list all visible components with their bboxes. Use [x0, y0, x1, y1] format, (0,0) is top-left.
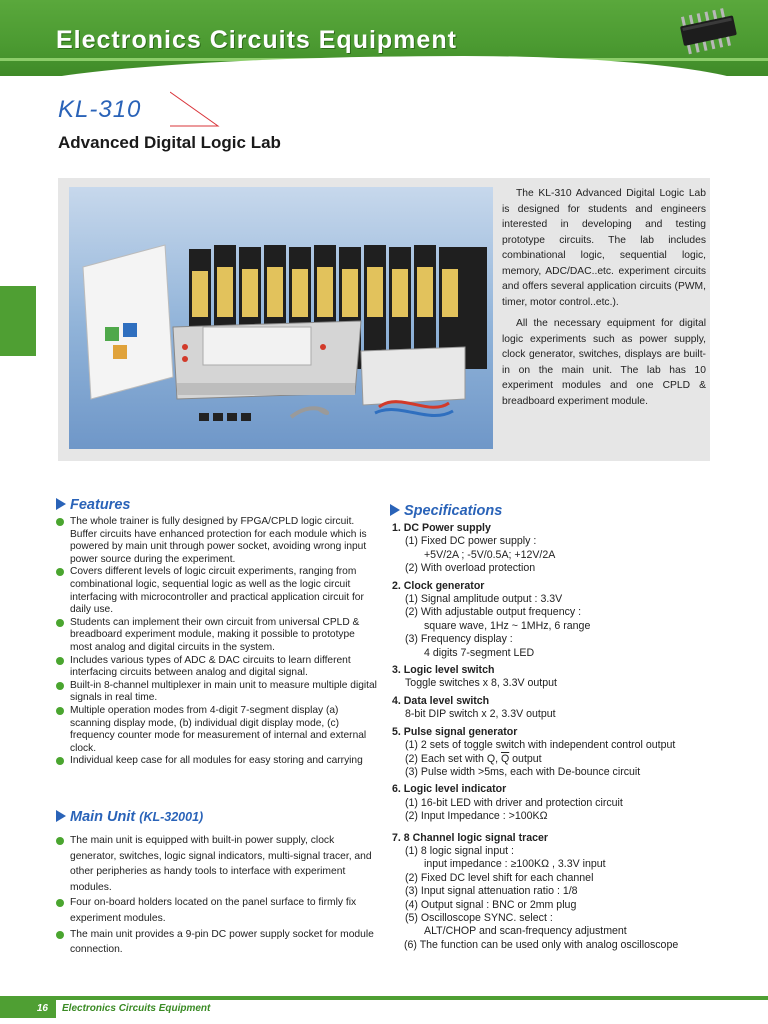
- features-list: [56, 516, 378, 768]
- side-tab: [0, 286, 36, 356]
- bullet-dot-icon: [56, 518, 64, 526]
- spec-line: (2) With adjustable output frequency :: [405, 606, 582, 619]
- list-item: Covers different levels of logic circuit experiments, ranging from combinational logic, sequential logic as well as the logic circuit interfacing with microcontroller and practical application circuit for daily use.: [56, 566, 378, 616]
- spec-title: 1. DC Power supply: [392, 522, 491, 534]
- spec-line: +5V/2A ; -5V/0.5A; +12V/2A: [424, 548, 556, 561]
- specifications-list: [392, 522, 712, 952]
- spec-title: 2. Clock generator: [392, 579, 485, 592]
- intro-text: [502, 186, 706, 415]
- model-accent-line: [170, 90, 230, 130]
- page-number: 16: [0, 1000, 56, 1018]
- bullet-dot-icon: [56, 757, 64, 765]
- spec-line: (6) The function can be used only with analog oscilloscope: [404, 938, 679, 951]
- product-subtitle: Advanced Digital Logic Lab: [58, 133, 281, 152]
- triangle-bullet-icon: [56, 810, 66, 822]
- q-bar: $\overline{Q}$: [500, 752, 510, 765]
- list-item: The main unit is equipped with built-in power supply, clock generator, switches, logic signal indicators, multi-signal tracer, and other peripheries as handy tools to interface with experiment modules.: [56, 833, 374, 895]
- spec-title: 3. Logic level switch: [392, 664, 495, 677]
- bullet-dot-icon: [56, 682, 64, 690]
- features-heading: Features: [56, 497, 130, 513]
- list-item: Individual keep case for all modules for easy storing and carrying: [56, 755, 378, 768]
- spec-title: 7. 8 Channel logic signal tracer: [392, 831, 549, 844]
- bullet-dot-icon: [56, 899, 64, 907]
- spec-line: ALT/CHOP and scan-frequency adjustment: [424, 925, 627, 938]
- spec-line: (1) Fixed DC power supply :: [405, 535, 537, 548]
- product-illustration: [69, 187, 493, 449]
- bullet-dot-icon: [56, 619, 64, 627]
- footer-text: Electronics Circuits Equipment: [62, 1003, 211, 1014]
- spec-line: 4 digits 7-segment LED: [424, 646, 535, 659]
- bullet-dot-icon: [56, 931, 64, 939]
- bullet-dot-icon: [56, 657, 64, 665]
- spec-line: Toggle switches x 8, 3.3V output: [405, 677, 557, 690]
- triangle-bullet-icon: [56, 498, 66, 510]
- triangle-bullet-icon: [390, 504, 400, 516]
- spec-line: (3) Input signal attenuation ratio : 1/8: [405, 885, 578, 898]
- bullet-dot-icon: [56, 568, 64, 576]
- spec-line: (5) Oscilloscope SYNC. select :: [405, 911, 553, 924]
- spec-title: 5. Pulse signal generator: [392, 725, 518, 738]
- spec-line: (2) Input Impedance : >100KΩ: [405, 810, 548, 823]
- spec-line: (2) With overload protection: [405, 562, 536, 575]
- list-item: Built-in 8-channel multiplexer in main unit to measure multiple digital signals in real time.: [56, 680, 378, 705]
- spec-line: square wave, 1Hz ~ 1MHz, 6 range: [424, 619, 591, 632]
- spec-line: 8-bit DIP switch x 2, 3.3V output: [405, 708, 556, 721]
- spec-line: (3) Pulse width >5ms, each with De-bounce circuit: [405, 765, 641, 778]
- spec-title: 6. Logic level indicator: [392, 783, 507, 796]
- main-unit-code: (KL-32001): [139, 810, 204, 824]
- spec-line: input impedance : ≥100KΩ , 3.3V input: [424, 858, 606, 871]
- spec-line: (2) Fixed DC level shift for each channel: [405, 871, 594, 884]
- spec-line: (4) Output signal : BNC or 2mm plug: [405, 898, 577, 911]
- specifications-heading: Specifications: [390, 503, 502, 519]
- spec-line: (1) 8 logic signal input :: [405, 844, 514, 857]
- main-unit-list: [56, 833, 374, 958]
- spec-line: (3) Frequency display :: [405, 633, 513, 646]
- product-photo: [69, 187, 493, 449]
- spec-line: (1) 16-bit LED with driver and protection circuit: [405, 796, 623, 809]
- list-item: Students can implement their own circuit from universal CPLD & breadboard experiment module, making it possible to prototype most analog and digital circuits in the system.: [56, 617, 378, 655]
- header-title: Electronics Circuits Equipment: [56, 26, 457, 54]
- intro-paragraph-2: All the necessary equipment for digital logic experiments such as power supply, clock generator, switches, displays are built-in on the main unit. The lab has 10 experiment modules and one CPLD & breadboard experiment module.: [502, 318, 706, 407]
- intro-panel: [58, 178, 710, 461]
- list-item: Includes various types of ADC & DAC circuits to learn different interfacing circuits between analog and digital signal.: [56, 655, 378, 680]
- footer-line: [0, 996, 768, 1000]
- chip-icon: [672, 6, 752, 60]
- bullet-dot-icon: [56, 707, 64, 715]
- list-item: Four on-board holders located on the panel surface to firmly fix experiment modules.: [56, 895, 374, 926]
- spec-line: (2) Each set with Q, $\overline{Q}$ output: [405, 752, 542, 765]
- intro-paragraph-1: The KL-310 Advanced Digital Logic Lab is designed for students and engineers interested in developing and testing prototype circuits. The lab includes combinational logic, sequential logic, memory, ADC/DAC..etc. experiment circuits and offers several application circuits (PWM, timer, motor control..etc.).: [502, 188, 706, 308]
- list-item: The whole trainer is fully designed by FPGA/CPLD logic circuit. Buffer circuits have enhanced protection for each module which is powered by main unit through power socket, avoiding wrong input power source during the experiment.: [56, 516, 378, 566]
- list-item: The main unit provides a 9-pin DC power supply socket for module connection.: [56, 927, 374, 958]
- list-item: Multiple operation modes from 4-digit 7-segment display (a) scanning display mode, (b) individual digit display mode, (c) frequency counter mode for measurement of internal and external clock.: [56, 705, 378, 755]
- main-unit-heading: Main Unit (KL-32001): [56, 809, 203, 825]
- spec-line: (1) 2 sets of toggle switch with independent control output: [405, 739, 676, 752]
- bullet-dot-icon: [56, 837, 64, 845]
- spec-title: 4. Data level switch: [392, 694, 490, 707]
- model-number: KL-310: [58, 96, 142, 123]
- spec-line: (1) Signal amplitude output : 3.3V: [405, 593, 563, 606]
